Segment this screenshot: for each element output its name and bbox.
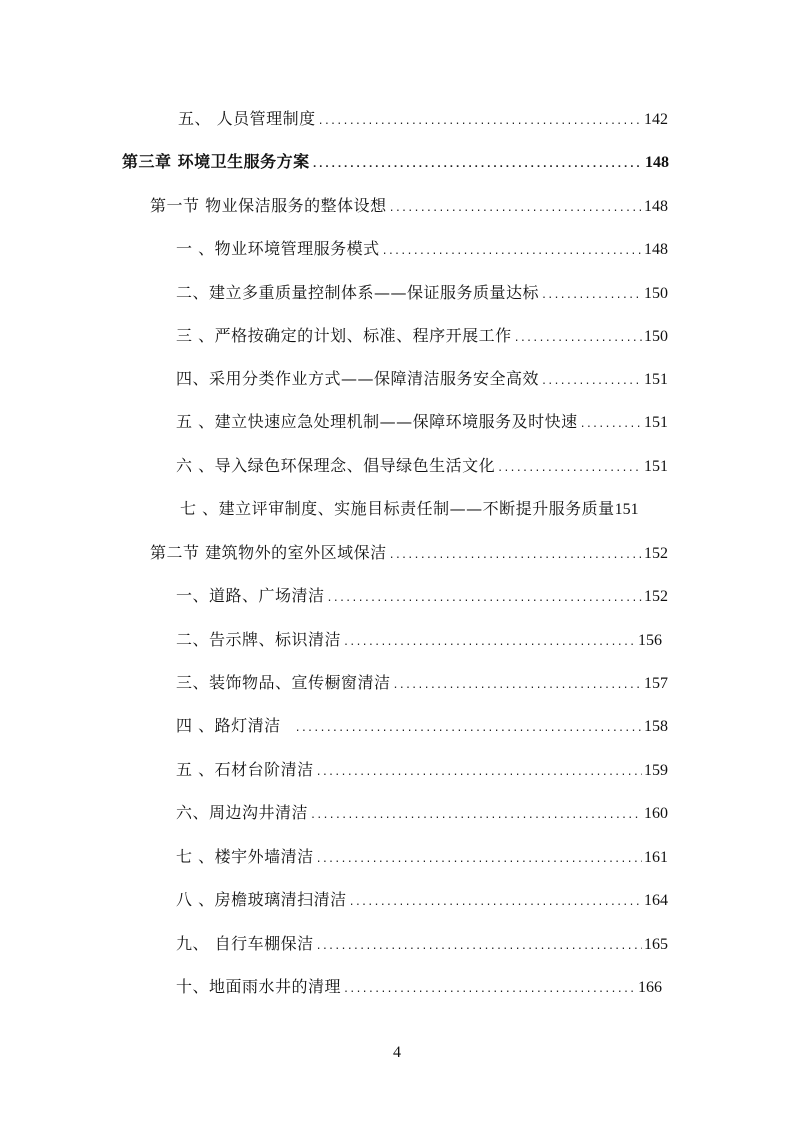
- toc-entry-page: 164: [644, 892, 668, 909]
- toc-leader-dots: [349, 893, 642, 913]
- toc-entry-title: 十、地面雨水井的清理: [176, 977, 342, 996]
- toc-entry-section: [150, 543, 668, 566]
- toc-entry-page: 152: [644, 588, 668, 605]
- toc-entry-page: 158: [644, 718, 668, 735]
- toc-leader-dots: [295, 719, 642, 739]
- toc-entry-title: 第三章 环境卫生服务方案: [122, 152, 310, 171]
- toc-leader-dots: [393, 676, 642, 696]
- toc-entry-page: 151: [644, 371, 668, 388]
- toc-entry-title: 二、建立多重质量控制体系——保证服务质量达标: [176, 283, 540, 302]
- toc-entry-page: 151: [644, 458, 668, 475]
- toc-entry-title: 四 、路灯清洁: [176, 716, 281, 735]
- toc-leader-dots: [389, 199, 642, 219]
- toc-entry: [176, 326, 668, 349]
- toc-entry-title: 五 、石材台阶清洁: [176, 760, 314, 779]
- toc-entry: [176, 630, 662, 653]
- toc-leader-dots: [316, 850, 642, 870]
- toc-entry-title: 六、周边沟井清洁: [176, 803, 309, 822]
- toc-entry-title: 九、 自行车棚保洁: [176, 934, 314, 953]
- toc-entry-page: 142: [644, 111, 668, 128]
- toc-leader-dots: [580, 415, 642, 435]
- toc-entry-page: 157: [644, 675, 668, 692]
- toc-entry-page: 166: [638, 979, 662, 996]
- toc-entry-page: 156: [638, 632, 662, 649]
- toc-leader-dots: [541, 372, 642, 392]
- toc-entry-page: 151: [614, 501, 639, 518]
- toc-entry-section: [150, 196, 668, 219]
- toc-entry-page: 159: [644, 762, 668, 779]
- toc-entry-page: 151: [644, 414, 668, 431]
- toc-entry-page: 160: [644, 805, 668, 822]
- toc-entry: [176, 412, 668, 435]
- toc-entry-title: 三、装饰物品、宣传橱窗清洁: [176, 673, 391, 692]
- toc-entry: [176, 716, 668, 739]
- toc-entry-title: 一、道路、广场清洁: [176, 586, 325, 605]
- toc-entry: [176, 803, 668, 826]
- toc-leader-dots: [327, 589, 642, 609]
- toc-entry: [176, 760, 668, 783]
- toc-entry-page: 152: [644, 545, 668, 562]
- toc-entry-title: 五、 人员管理制度: [178, 109, 316, 128]
- toc-entry: [176, 890, 668, 913]
- toc-entry: [176, 934, 668, 957]
- toc-entry-page: 148: [645, 154, 669, 171]
- toc-entry: [176, 673, 668, 696]
- toc-entry-title: 四、采用分类作业方式——保障清洁服务安全高效: [176, 369, 540, 388]
- toc-entry-title: 三 、严格按确定的计划、标准、程序开展工作: [176, 326, 512, 345]
- toc-leader-dots: [541, 286, 642, 306]
- toc-entry: [176, 586, 668, 609]
- toc-leader-dots: [382, 242, 642, 262]
- toc-entry-title: 七 、楼宇外墙清洁: [176, 847, 314, 866]
- toc-leader-dots: [514, 329, 642, 349]
- toc-leader-dots: [343, 980, 636, 1000]
- toc-entry-title: 六 、导入绿色环保理念、倡导绿色生活文化: [176, 456, 496, 475]
- toc-leader-dots: [497, 459, 642, 479]
- toc-leader-dots: [312, 155, 643, 175]
- toc-entry: [176, 283, 668, 306]
- page-number: 4: [393, 1044, 401, 1061]
- toc-entry-title: 第一节 物业保洁服务的整体设想: [150, 196, 387, 215]
- toc-entry-title: 五 、建立快速应急处理机制——保障环境服务及时快速: [176, 412, 578, 431]
- toc-entry-page: 161: [644, 849, 668, 866]
- toc-leader-dots: [316, 763, 642, 783]
- toc-entry-title: 七 、建立评审制度、实施目标责任制——不断提升服务质量: [180, 499, 615, 518]
- toc-entry: [176, 847, 668, 870]
- toc-entry: [176, 456, 668, 479]
- toc-entry-page: 148: [644, 241, 668, 258]
- toc-entry: [180, 499, 685, 520]
- toc-entry-title: 第二节 建筑物外的室外区域保洁: [150, 543, 387, 562]
- toc-leader-dots: [343, 633, 636, 653]
- toc-leader-dots: [318, 112, 642, 132]
- toc-entry-chapter: [122, 152, 669, 175]
- toc-entry-page: 150: [644, 285, 668, 302]
- toc-entry: [176, 977, 662, 1000]
- toc-entry: [178, 109, 668, 132]
- toc-entry-title: 一 、物业环境管理服务模式: [176, 239, 380, 258]
- toc-entry-title: 二、告示牌、标识清洁: [176, 630, 342, 649]
- toc-entry-title: 八 、房檐玻璃清扫清洁: [176, 890, 347, 909]
- toc-entry: [176, 239, 668, 262]
- toc-entry-page: 148: [644, 198, 668, 215]
- toc-entry-page: 150: [644, 328, 668, 345]
- toc-leader-dots: [310, 806, 642, 826]
- toc-entry-page: 165: [644, 936, 668, 953]
- toc-entry: [176, 369, 668, 392]
- toc-leader-dots: [316, 937, 642, 957]
- toc-leader-dots: [389, 546, 642, 566]
